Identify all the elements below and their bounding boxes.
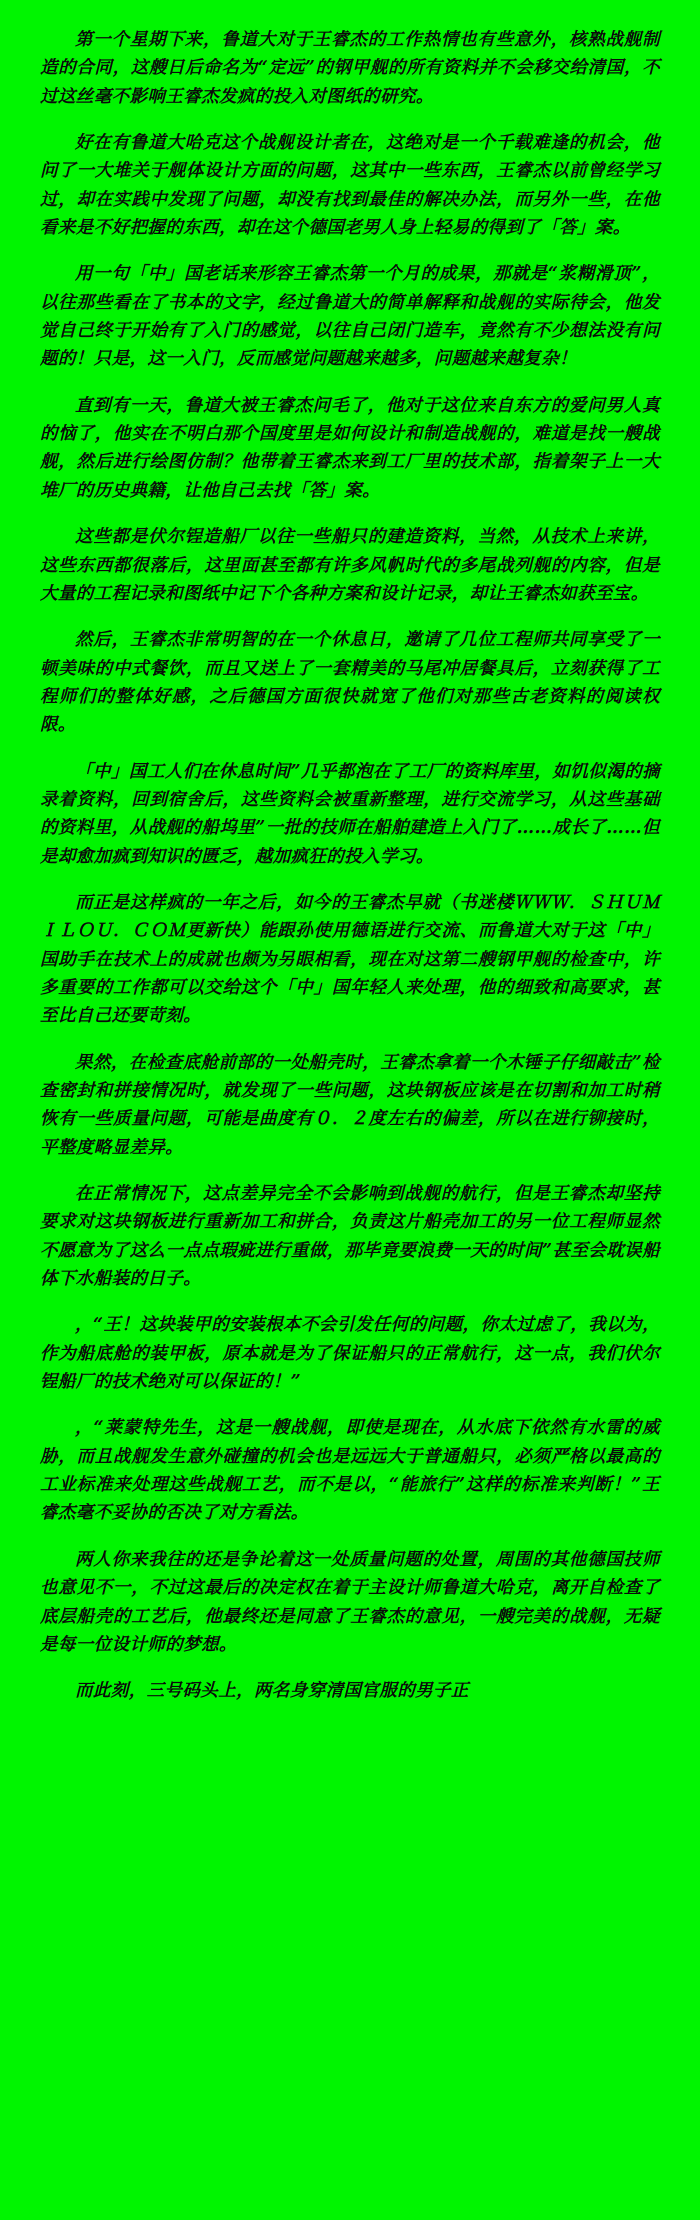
paragraph: 「中」国工人们在休息时间”几乎都泡在了工厂的资料库里，如饥似渴的摘录着资料，回到宿舍后，这些资料会被重新整理，进行交流学习，从这些基础的资料里，从战舰的船坞里”一批的技师在船舶建造上入门了……成长了……但是却愈加疯到知识的匮乏，越加疯狂的投入学习。 (40, 761, 660, 867)
paragraph: ，“王！这块装甲的安装根本不会引发任何的问题，你太过虑了，我以为，作为船底舱的装甲板，原本就是为了保证船只的正常航行，这一点，我们伏尔锃船厂的技术绝对可以保证的！” (40, 1315, 660, 1393)
paragraph: 而此刻，三号码头上，两名身穿清国官服的男子正 (75, 1681, 469, 1702)
paragraph: 第一个星期下来，鲁道大对于王睿杰的工作热情也有些意外，核熟战舰制造的合同，这艘日后命名为“定远”的钢甲舰的所有资料并不会移交给清国，不过这丝毫不影响王睿杰发疯的投入对图纸的研究。 (40, 30, 660, 107)
paragraph: 果然，在检查底舱前部的一处船壳时，王睿杰拿着一个木锤子仔细敲击”检查密封和拼接情况时，就发现了一些问题，这块钢板应该是在切割和加工时稍恢有一些质量问题，可能是曲度有０．２度左右的偏差，所以在进行铆接时，平整度略显差异。 (40, 1052, 660, 1158)
paragraph: 在正常情况下，这点差异完全不会影响到战舰的航行，但是王睿杰却坚持要求对这块钢板进行重新加工和拼合，负责这片船壳加工的另一位工程师显然不愿意为了这么一点点瑕疵进行重做，那毕竟要浪费一天的时间”甚至会耽误船体下水船装的日子。 (40, 1184, 660, 1290)
paragraph: ，“莱蒙特先生，这是一艘战舰，即使是现在，从水底下依然有水雷的威胁，而且战舰发生意外碰撞的机会也是远远大于普通船只，必须严格以最高的工业标准来处理这些战舰工艺，而不是以，“能旅行”这样的标准来判断！”王睿杰毫不妥协的否决了对方看法。 (40, 1418, 660, 1524)
paragraph: 两人你来我往的还是争论着这一处质量问题的处置，周围的其他德国技师也意见不一，不过这最后的决定权在着于主设计师鲁道大哈克，离开自检查了底层船壳的工艺后，他最终还是同意了王睿杰的意见，一艘完美的战舰，无疑是每一位设计师的梦想。 (40, 1549, 660, 1655)
paragraph: 用一句「中」国老话来形容王睿杰第一个月的成果，那就是“浆糊滑顶”，以往那些看在了书本的文字，经过鲁道大的简单解释和战舰的实际待会，他发觉自己终于开始有了入门的感觉，以往自己闭门造车，竟然有不少想法没有问题的！只是，这一入门，反而感觉问题越来越多，问题越来越复杂！ (40, 264, 660, 370)
paragraph: 这些都是伏尔锃造船厂以往一些船只的建造资料，当然，从技术上来讲，这些东西都很落后，这里面甚至都有许多风帆时代的多尾战列舰的内容，但是大量的工程记录和图纸中记下个各种方案和设计记录，却让王睿杰如获至宝。 (40, 527, 660, 604)
paragraph: 直到有一天，鲁道大被王睿杰问毛了，他对于这位来自东方的爱问男人真的恼了，他实在不明白那个国度里是如何设计和制造战舰的，难道是找一艘战舰，然后进行绘图仿制？他带着王睿杰来到工厂里的技术部，指着架子上一大堆厂的历史典籍，让他自己去找「答」案。 (40, 395, 660, 501)
novel-text-body (40, 26, 660, 1706)
paragraph: 然后，王睿杰非常明智的在一个休息日，邀请了几位工程师共同享受了一顿美味的中式餐饮，而且又送上了一套精美的马尾冲居餐具后，立刻获得了工程师们的整体好感，之后德国方面很快就宽了他们对那些古老资料的阅读权限。 (40, 630, 660, 736)
paragraph: 而正是这样疯的一年之后，如今的王睿杰早就（书迷楼ＷＷＷ．ＳＨＵＭＩＬＯＵ．ＣＯＭ更新快）能跟孙使用德语进行交流、而鲁道大对于这「中」国助手在技术上的成就也颇为另眼相看，现在对这第二艘钢甲舰的检查中，许多重要的工作都可以交给这个「中」国年轻人来处理，他的细致和高要求，甚至比自己还要苛刻。 (40, 892, 660, 1027)
paragraph: 好在有鲁道大哈克这个战舰设计者在，这绝对是一个千载难逢的机会，他问了一大堆关于舰体设计方面的问题，这其中一些东西，王睿杰以前曾经学习过，却在实践中发现了问题，却没有找到最佳的解决办法，而另外一些，在他看来是不好把握的东西，却在这个德国老男人身上轻易的得到了「答」案。 (40, 133, 660, 239)
